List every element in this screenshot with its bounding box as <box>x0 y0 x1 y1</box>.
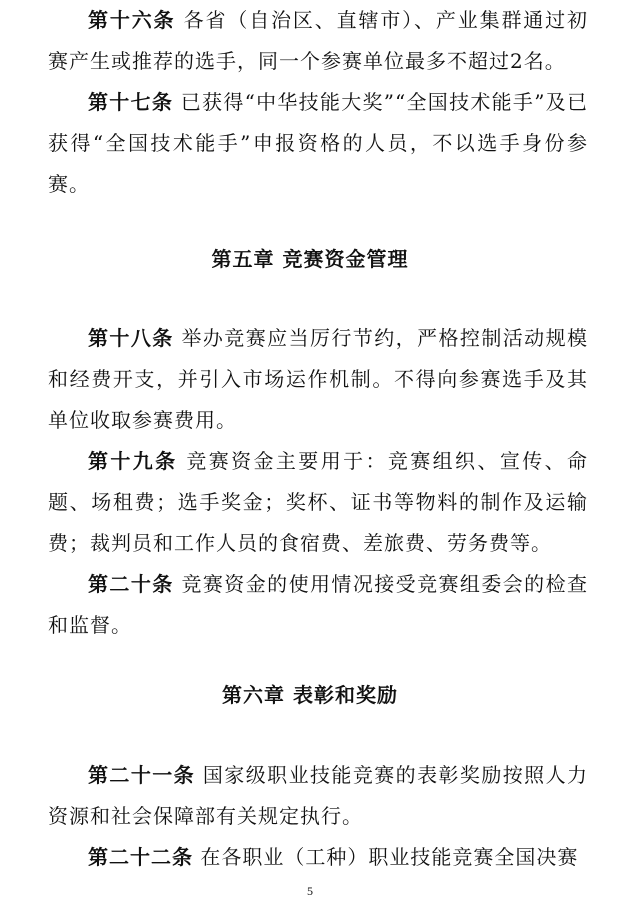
article-number: 第十八条 <box>88 326 174 350</box>
chapter-heading-6: 第六章 表彰和奖励 <box>222 683 398 707</box>
article-text: 竞赛资金的使用情况接受竞赛组委会的检查和监督。 <box>48 572 589 637</box>
chapter-heading-5: 第五章 竞赛资金管理 <box>211 247 409 271</box>
article-22 <box>48 837 588 878</box>
article-number: 第十九条 <box>88 449 178 473</box>
article-number: 第二十一条 <box>88 763 196 787</box>
article-number: 第十六条 <box>88 8 176 32</box>
article-text: 竞赛资金主要用于：竞赛组织、宣传、命题、场租费；选手奖金；奖杯、证书等物料的制作及运输费；裁判员和工作人员的食宿费、差旅费、劳务费等。 <box>48 449 589 555</box>
article-text: 举办竞赛应当厉行节约，严格控制活动规模和经费开支，并引入市场运作机制。不得向参赛选手及其单位收取参赛费用。 <box>48 326 589 432</box>
article-text: 各省（自治区、直辖市）、产业集群通过初赛产生或推荐的选手，同一个参赛单位最多不超过2名。 <box>48 8 589 73</box>
article-16 <box>48 0 588 82</box>
article-21 <box>48 755 588 837</box>
page-number: 5 <box>307 884 313 898</box>
article-18 <box>48 318 588 441</box>
article-number: 第二十二条 <box>88 845 193 869</box>
article-17 <box>48 82 588 205</box>
article-text: 已获得“中华技能大奖”“全国技术能手”及已获得“全国技术能手”申报资格的人员，不以选手身份参赛。 <box>48 90 588 196</box>
article-20 <box>48 564 588 646</box>
article-number: 第十七条 <box>88 90 174 114</box>
article-text: 在各职业（工种）职业技能竞赛全国决赛 <box>200 845 579 869</box>
article-19 <box>48 441 588 564</box>
article-text: 国家级职业技能竞赛的表彰奖励按照人力资源和社会保障部有关规定执行。 <box>48 763 589 828</box>
article-number: 第二十条 <box>88 572 174 596</box>
